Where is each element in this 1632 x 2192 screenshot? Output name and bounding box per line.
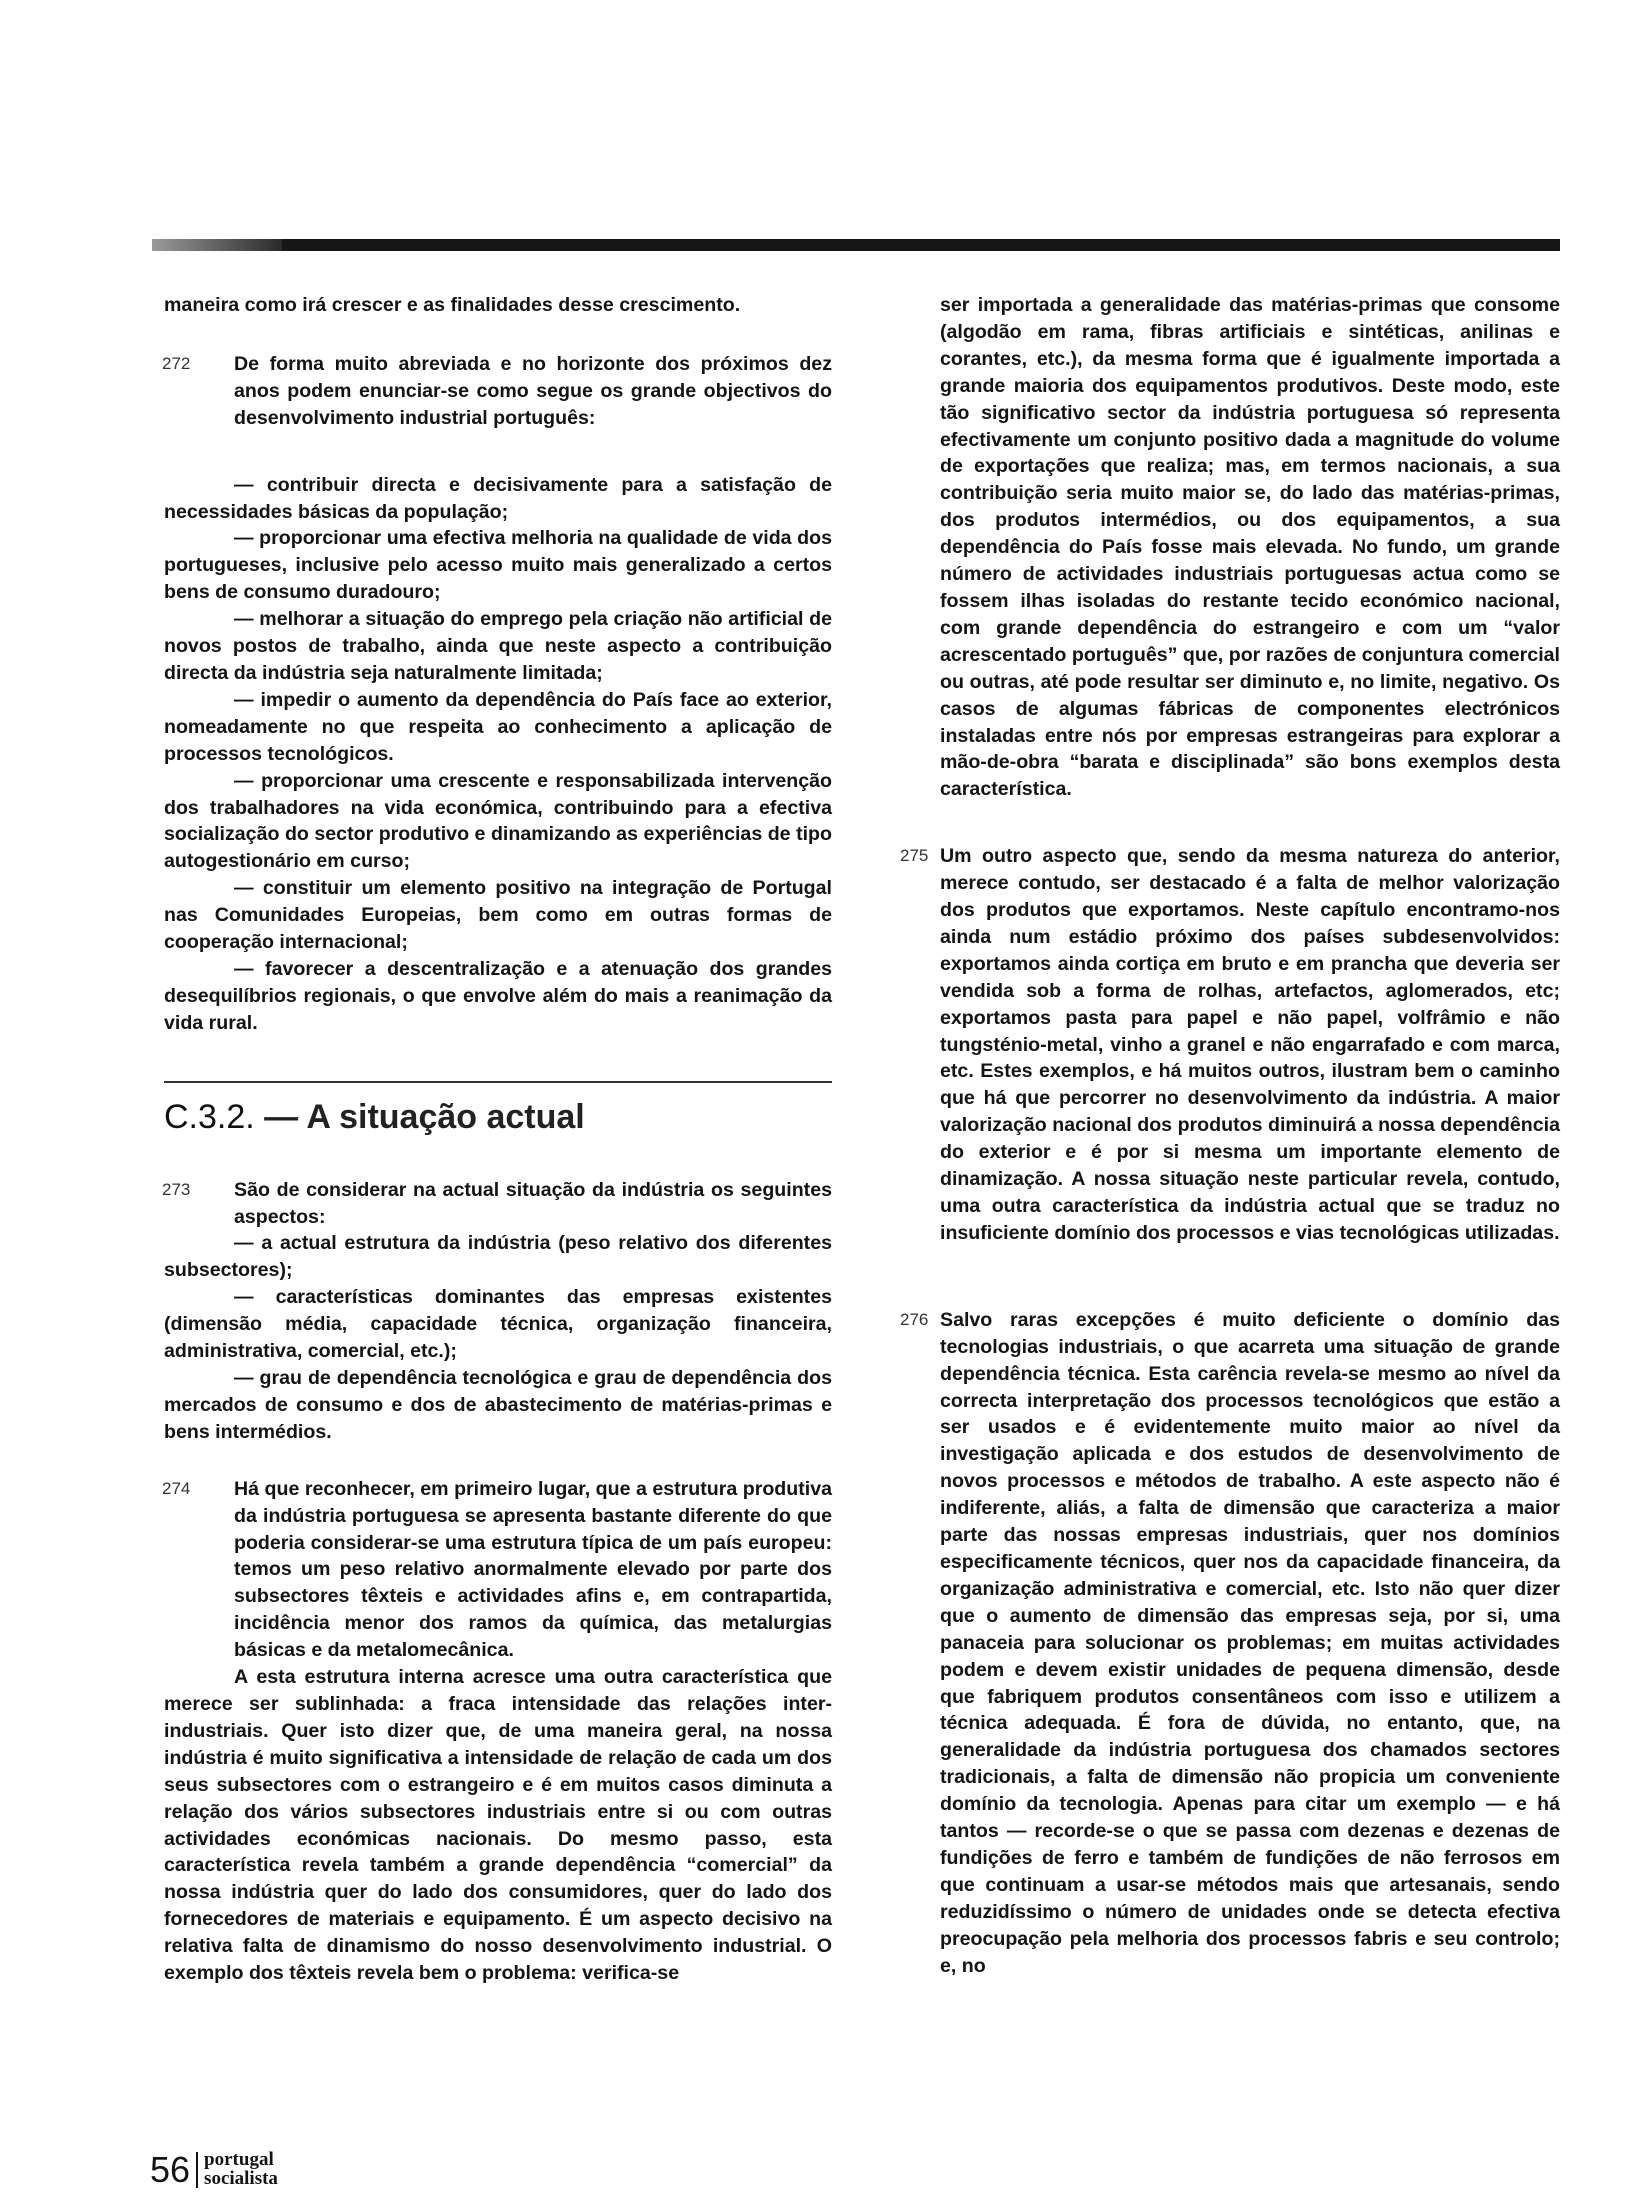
section-label: C.3.2. xyxy=(164,1097,255,1136)
paragraph-272 xyxy=(164,351,832,432)
page-footer xyxy=(150,2128,278,2188)
header-rule xyxy=(152,239,1560,251)
continuation-text: maneira como irá crescer e as finalidades desse crescimento. xyxy=(164,294,741,316)
list-item: — impedir o aumento da dependência do País face ao exterior, nomeadamente no que respeita ao conhecimento a aplicação de processos tecnológicos. xyxy=(164,688,832,765)
logo-line: socialista xyxy=(204,2168,278,2189)
objectives-list xyxy=(164,472,832,1037)
paragraph-text: São de considerar na actual situação da indústria os seguintes aspectos: xyxy=(234,1178,832,1228)
section-title: — A situação actual xyxy=(254,1097,585,1136)
list-item: — proporcionar uma crescente e responsabilizada intervenção dos trabalhadores na vida económica, contribuindo para a efectiva socialização do sector produtivo e dinamizando as experiências de tipo autogestionário em curso; xyxy=(164,769,832,873)
list-item: — proporcionar uma efectiva melhoria na qualidade de vida dos portugueses, inclusive pelo acesso muito mais generalizado a certos bens de consumo duradouro; xyxy=(164,527,832,604)
list-item: — grau de dependência tecnológica e grau de dependência dos mercados de consumo e dos de abastecimento de matérias-primas e bens intermédios. xyxy=(164,1367,832,1443)
paragraph-number: 272 xyxy=(162,353,191,373)
paragraph-text: Há que reconhecer, em primeiro lugar, que a estrutura produtiva da indústria portuguesa se apresenta bastante diferente do que poderia considerar-se uma estrutura típica de um país europeu: temos um peso relativo anormalmente elevado por parte dos subsectores têxteis e actividades afins e, em contrapartida, incidência menor dos ramos da química, das metalurgias básicas e da metalomecânica. xyxy=(234,1477,832,1662)
paragraph-274-continued: A esta estrutura interna acresce uma outra característica que merece ser sublinhada: a fraca intensidade das relações inter-industriais. Quer isto dizer que, de uma maneira geral, na nossa indústria é muito significativa a intensidade de relação de cada um dos seus subsectores com o estrangeiro e é em muitos casos diminuta a relação dos vários subsectores industriais entre si ou com outras actividades económicas nacionais. Do mesmo passo, esta característica revela também a grande dependência “comercial” da nossa indústria quer do lado dos consumidores, quer do lado dos fornecedores de materiais e equipamento. É um aspecto decisivo na relativa falta de dinamismo do nosso desenvolvimento industrial. O exemplo dos têxteis revela bem o problema: verifica-se xyxy=(164,1666,832,1985)
left-column xyxy=(164,292,832,1987)
paragraph-text: De forma muito abreviada e no horizonte dos próximos dez anos podem enunciar-se como segue os grande objectivos do desenvolvimento industrial português: xyxy=(234,352,832,429)
right-column xyxy=(900,292,1560,1979)
list-item: — melhorar a situação do emprego pela criação não artificial de novos postos de trabalho, ainda que neste aspecto a contribuição directa da indústria seja naturalmente limitada; xyxy=(164,608,832,684)
paragraph-number: 274 xyxy=(162,1478,191,1498)
list-item: — constituir um elemento positivo na integração de Portugal nas Comunidades Europeias, bem como em outras formas de cooperação internacional; xyxy=(164,877,832,954)
section-divider xyxy=(164,1081,832,1083)
paragraph-number: 276 xyxy=(900,1309,929,1329)
list-item: — favorecer a descentralização e a atenuação dos grandes desequilíbrios regionais, o que envolve além do mais a reanimação da vida rural. xyxy=(164,957,832,1034)
list-item: — características dominantes das empresas existentes (dimensão média, capacidade técnica, organização financeira, administrativa, comercial, etc.); xyxy=(164,1286,832,1363)
paragraph-text: Salvo raras excepções é muito deficiente o domínio das tecnologias industriais, o que acarreta uma situação de grande dependência técnica. Esta carência revela-se mesmo ao nível da correcta interpretação dos processos tecnológicos que estão a ser usados e é evidentemente muito maior ao nível da investigação aplicada e dos estudos de desenvolvimento de novos processos e métodos de trabalho. A este aspecto não é indiferente, aliás, a falta de dimensão que caracteriza a maior parte das nossas empresas industriais, quer nos domínios especificamente técnicos, quer nos da capacidade financeira, da organização administrativa e comercial, etc. Isto não quer dizer que o aumento de dimensão das empresas seja, por si, uma panaceia para solucionar os problemas; em muitas actividades podem e devem existir unidades de pequena dimensão, desde que fabriquem produtos consentâneos com isso e utilizem a técnica adequada. É fora de dúvida, no entanto, que, na generalidade da indústria portuguesa dos chamados sectores tradicionais, a falta de dimensão não propicia um conveniente domínio da tecnologia. Apenas para citar um exemplo — e há tantos — recorde-se o que se passa com dezenas e dezenas de fundições de ferro e também de fundições de não ferrosos em que continuam a usar-se métodos mais que artesanais, sendo reduzidíssimo o número de unidades onde se detecta efectiva preocupação pela melhoria dos processos fabris e seu controlo; e, no xyxy=(940,1308,1560,1977)
page-number: 56 xyxy=(150,2152,198,2188)
paragraph-number: 275 xyxy=(900,846,929,866)
paragraph-275 xyxy=(900,843,1560,1247)
paragraph-text: Um outro aspecto que, sendo da mesma natureza do anterior, merece contudo, ser destacado é a falta de melhor valorização dos produtos que exportamos. Neste capítulo encontramo-nos ainda num estádio próximo dos países subdesenvolvidos: exportamos ainda cortiça em bruto e em prancha que deveria ser vendida sob a forma de rolhas, artefactos, aglomerados, etc; exportamos pasta para papel e não papel, volfrâmio e não tungsténio-metal, vinho a granel e não engarrafado e com marca, etc. Estes exemplos, e há muitos outros, ilustram bem o caminho que há que percorrer no desenvolvimento da indústria. A maior valorização nacional dos produtos diminuirá a nossa dependência do exterior e é por si mesma um importante elemento de dinamização. A nossa situação neste particular revela, contudo, uma outra característica da indústria actual que se traduz no insuficiente domínio dos processos e vias tecnológicas utilizadas. xyxy=(940,845,1560,1244)
aspects-list xyxy=(164,1230,832,1445)
section-heading xyxy=(164,1097,832,1137)
paragraph-276 xyxy=(900,1307,1560,1980)
logo-line: portugal xyxy=(204,2149,274,2170)
publication-logo xyxy=(204,2150,278,2188)
continuation-text: ser importada a generalidade das matérias-primas que consome (algodão em rama, fibras artificiais e sintéticas, anilinas e corantes, etc.), da mesma forma que é igualmente importada a grande maioria dos equipamentos produtivos. Deste modo, este tão significativo sector da indústria portuguesa só representa efectivamente um conjunto positivo dada a magnitude do volume de exportações que realiza; mas, em termos nacionais, a sua contribuição seria muito maior se, do lado das matérias-primas, dos produtos intermédios, ou dos equipamentos, a sua dependência do País fosse mais elevada. No fundo, um grande número de actividades industriais portuguesas actua como se fossem ilhas isoladas do restante tecido económico nacional, com grande dependência do estrangeiro e com um “valor acrescentado português” que, por razões de conjuntura comercial ou outras, até pode resultar ser diminuto e, no limite, negativo. Os casos de algumas fábricas de componentes electrónicos instaladas entre nós por empresas estrangeiras para explorar a mão-de-obra “barata e disciplinada” são bons exemplos desta característica. xyxy=(940,294,1560,801)
paragraph-273 xyxy=(164,1177,832,1231)
paragraph-number: 273 xyxy=(162,1179,191,1199)
list-item: — a actual estrutura da indústria (peso relativo dos diferentes subsectores); xyxy=(164,1232,832,1282)
paragraph-274 xyxy=(164,1476,832,1664)
list-item: — contribuir directa e decisivamente para a satisfação de necessidades básicas da população; xyxy=(164,473,832,523)
